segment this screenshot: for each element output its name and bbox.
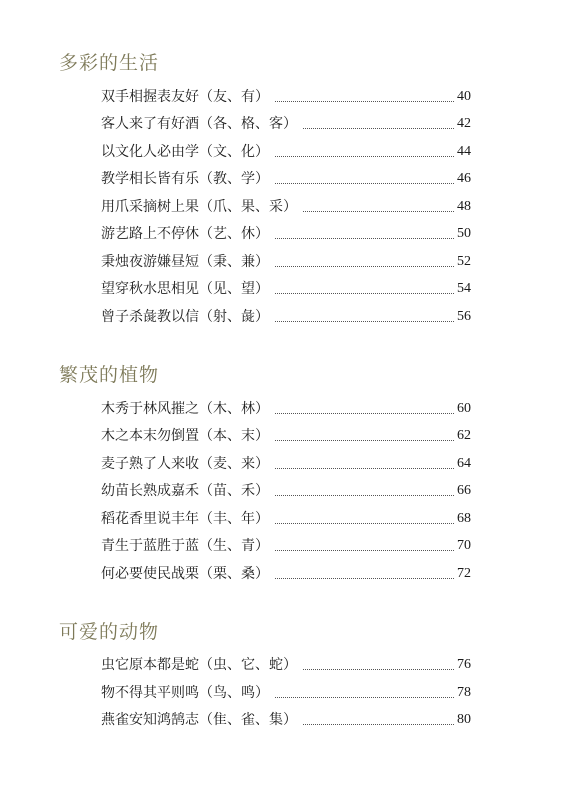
toc-entry[interactable] bbox=[101, 142, 471, 162]
toc-entry[interactable] bbox=[101, 114, 471, 134]
dot-leader bbox=[275, 468, 454, 469]
dot-leader bbox=[275, 293, 454, 294]
toc-entry[interactable] bbox=[101, 279, 471, 299]
entry-title: 物不得其平则鸣（鸟、鸣） bbox=[101, 685, 269, 701]
section-heading: 多彩的生活 bbox=[59, 52, 160, 74]
toc-entry[interactable] bbox=[101, 224, 471, 244]
toc-entry[interactable] bbox=[101, 509, 471, 529]
entry-title: 青生于蓝胜于蓝（生、青） bbox=[101, 538, 269, 554]
toc-entry[interactable] bbox=[101, 564, 471, 584]
page-number: 72 bbox=[457, 566, 471, 581]
dot-leader bbox=[275, 697, 454, 698]
entry-title: 麦子熟了人来收（麦、来） bbox=[101, 456, 269, 472]
dot-leader bbox=[275, 321, 454, 322]
dot-leader bbox=[275, 578, 454, 579]
dot-leader bbox=[275, 183, 454, 184]
page-number: 60 bbox=[457, 401, 471, 416]
dot-leader bbox=[275, 156, 454, 157]
dot-leader bbox=[275, 550, 454, 551]
entry-title: 客人来了有好酒（各、格、客） bbox=[101, 116, 297, 132]
entry-title: 稻花香里说丰年（丰、年） bbox=[101, 511, 269, 527]
dot-leader bbox=[275, 413, 454, 414]
entry-title: 以文化人必由学（文、化） bbox=[101, 144, 269, 160]
section-heading: 繁茂的植物 bbox=[59, 364, 160, 386]
page-number: 66 bbox=[457, 483, 471, 498]
toc-entry[interactable] bbox=[101, 481, 471, 501]
entry-title: 燕雀安知鸿鹄志（隹、雀、集） bbox=[101, 712, 297, 728]
dot-leader bbox=[303, 128, 454, 129]
dot-leader bbox=[275, 101, 454, 102]
toc-entry[interactable] bbox=[101, 307, 471, 327]
entry-title: 教学相长皆有乐（教、学） bbox=[101, 171, 269, 187]
page-number: 68 bbox=[457, 511, 471, 526]
dot-leader bbox=[275, 440, 454, 441]
toc-entry[interactable] bbox=[101, 252, 471, 272]
entry-title: 何必要使民战栗（栗、桑） bbox=[101, 566, 269, 582]
entry-title: 幼苗长熟成嘉禾（苗、禾） bbox=[101, 483, 269, 499]
page-number: 40 bbox=[457, 89, 471, 104]
entry-title: 木秀于林风摧之（木、林） bbox=[101, 401, 269, 417]
entry-title: 游艺路上不停休（艺、休） bbox=[101, 226, 269, 242]
dot-leader bbox=[275, 238, 454, 239]
entry-title: 双手相握表友好（友、有） bbox=[101, 89, 269, 105]
section-heading: 可爱的动物 bbox=[59, 621, 160, 643]
dot-leader bbox=[275, 523, 454, 524]
entry-title: 秉烛夜游嫌昼短（秉、兼） bbox=[101, 254, 269, 270]
page-number: 70 bbox=[457, 538, 471, 553]
page-number: 62 bbox=[457, 428, 471, 443]
page-number: 52 bbox=[457, 254, 471, 269]
page-number: 44 bbox=[457, 144, 471, 159]
toc-entry[interactable] bbox=[101, 683, 471, 703]
page-number: 54 bbox=[457, 281, 471, 296]
page-number: 80 bbox=[457, 712, 471, 727]
dot-leader bbox=[275, 266, 454, 267]
dot-leader bbox=[303, 669, 454, 670]
dot-leader bbox=[275, 495, 454, 496]
page-number: 78 bbox=[457, 685, 471, 700]
dot-leader bbox=[303, 724, 454, 725]
page-number: 56 bbox=[457, 309, 471, 324]
toc-entry[interactable] bbox=[101, 454, 471, 474]
toc-entry[interactable] bbox=[101, 426, 471, 446]
toc-entry[interactable] bbox=[101, 655, 471, 675]
entry-title: 用爪采摘树上果（爪、果、采） bbox=[101, 199, 297, 215]
entry-title: 虫它原本都是蛇（虫、它、蛇） bbox=[101, 657, 297, 673]
page-number: 64 bbox=[457, 456, 471, 471]
dot-leader bbox=[303, 211, 454, 212]
page-number: 50 bbox=[457, 226, 471, 241]
toc-entry[interactable] bbox=[101, 169, 471, 189]
toc-entry[interactable] bbox=[101, 536, 471, 556]
page-number: 46 bbox=[457, 171, 471, 186]
entry-title: 曾子杀彘教以信（射、彘） bbox=[101, 309, 269, 325]
toc-entry[interactable] bbox=[101, 399, 471, 419]
toc-entry[interactable] bbox=[101, 710, 471, 730]
page-number: 48 bbox=[457, 199, 471, 214]
page-number: 76 bbox=[457, 657, 471, 672]
page-number: 42 bbox=[457, 116, 471, 131]
toc-entry[interactable] bbox=[101, 197, 471, 217]
entry-title: 木之本末勿倒置（本、末） bbox=[101, 428, 269, 444]
toc-entry[interactable] bbox=[101, 87, 471, 107]
entry-title: 望穿秋水思相见（见、望） bbox=[101, 281, 269, 297]
